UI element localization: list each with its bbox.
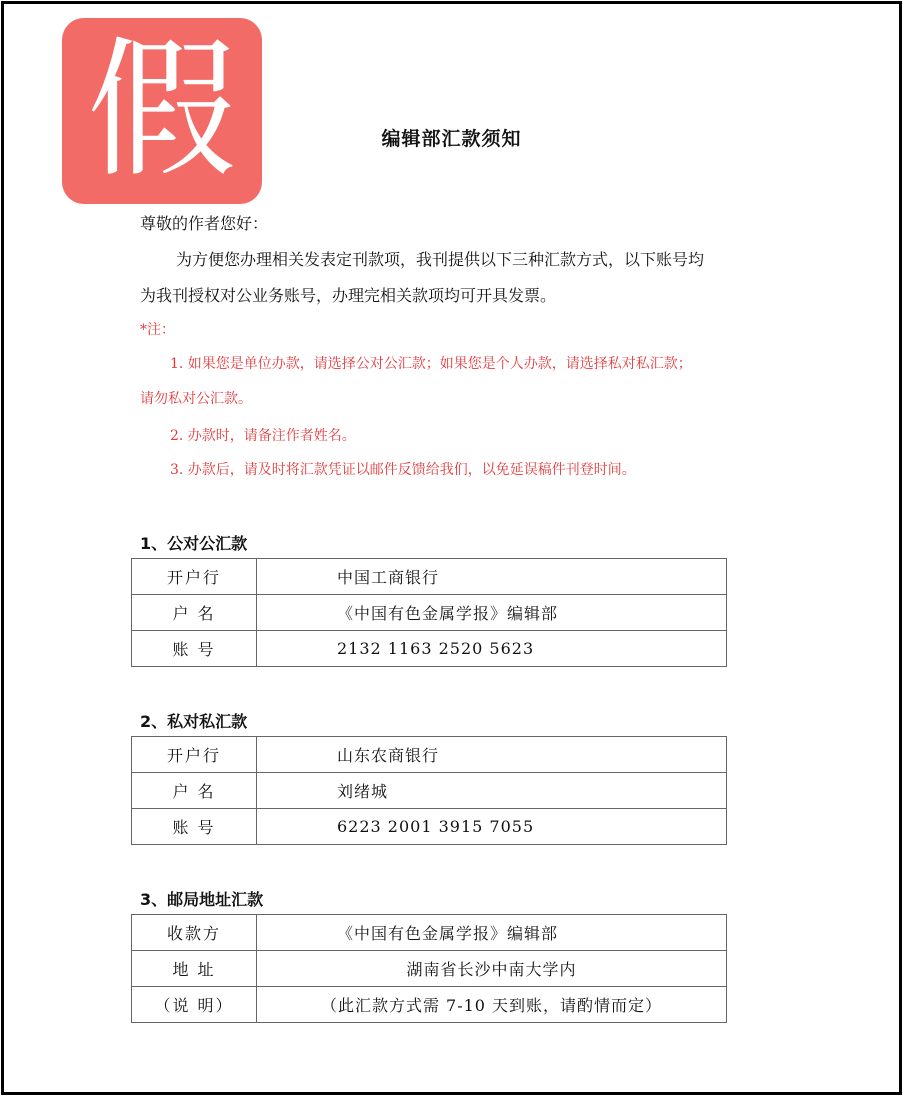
section-heading-personal: 2、私对私汇款 <box>140 712 248 731</box>
table-value: 《中国有色金属学报》编辑部 <box>257 595 727 631</box>
fake-stamp-char: 假 <box>86 24 237 198</box>
table-key: （说 明） <box>132 987 257 1023</box>
table-row <box>132 737 727 773</box>
table-row <box>132 773 727 809</box>
table-key: 收款方 <box>132 915 257 951</box>
table-row <box>132 987 727 1023</box>
table-value: 6223 2001 3915 7055 <box>257 809 727 845</box>
table-row <box>132 559 727 595</box>
table-value: 2132 1163 2520 5623 <box>257 631 727 667</box>
table-row <box>132 809 727 845</box>
corporate-account-table <box>131 558 727 667</box>
section-heading-corporate: 1、公对公汇款 <box>140 534 248 553</box>
table-key: 账 号 <box>132 809 257 845</box>
note-item-2: 2. 办款时，请备注作者姓名。 <box>170 428 356 444</box>
note-item-1: 1. 如果您是单位办款，请选择公对公汇款；如果您是个人办款，请选择私对私汇款； <box>170 356 692 372</box>
note-item-3: 3. 办款后，请及时将汇款凭证以邮件反馈给我们，以免延误稿件刊登时间。 <box>170 462 636 478</box>
table-key: 开户行 <box>132 737 257 773</box>
table-key: 户 名 <box>132 773 257 809</box>
fake-stamp-badge <box>62 18 262 204</box>
table-value: 刘绪城 <box>257 773 727 809</box>
table-value: 中国工商银行 <box>257 559 727 595</box>
table-value: 《中国有色金属学报》编辑部 <box>257 915 727 951</box>
table-value: 湖南省长沙中南大学内 <box>257 951 727 987</box>
table-value: 山东农商银行 <box>257 737 727 773</box>
table-row <box>132 631 727 667</box>
note-heading: *注： <box>140 322 175 338</box>
intro-line-1: 为方便您办理相关发表定刊款项，我刊提供以下三种汇款方式，以下账号均 <box>176 250 705 269</box>
table-key: 地 址 <box>132 951 257 987</box>
table-row <box>132 595 727 631</box>
greeting: 尊敬的作者您好： <box>140 214 269 233</box>
note-item-1-cont: 请勿私对公汇款。 <box>140 391 252 407</box>
table-value: （此汇款方式需 7-10 天到账，请酌情而定） <box>257 987 727 1023</box>
section-heading-post-office: 3、邮局地址汇款 <box>140 890 264 909</box>
page-title: 编辑部汇款须知 <box>381 128 522 150</box>
table-row <box>132 951 727 987</box>
table-key: 开户行 <box>132 559 257 595</box>
table-key: 户 名 <box>132 595 257 631</box>
table-key: 账 号 <box>132 631 257 667</box>
intro-line-2: 为我刊授权对公业务账号，办理完相关款项均可开具发票。 <box>140 286 557 305</box>
table-row <box>132 915 727 951</box>
post-office-table <box>131 914 727 1023</box>
personal-account-table <box>131 736 727 845</box>
